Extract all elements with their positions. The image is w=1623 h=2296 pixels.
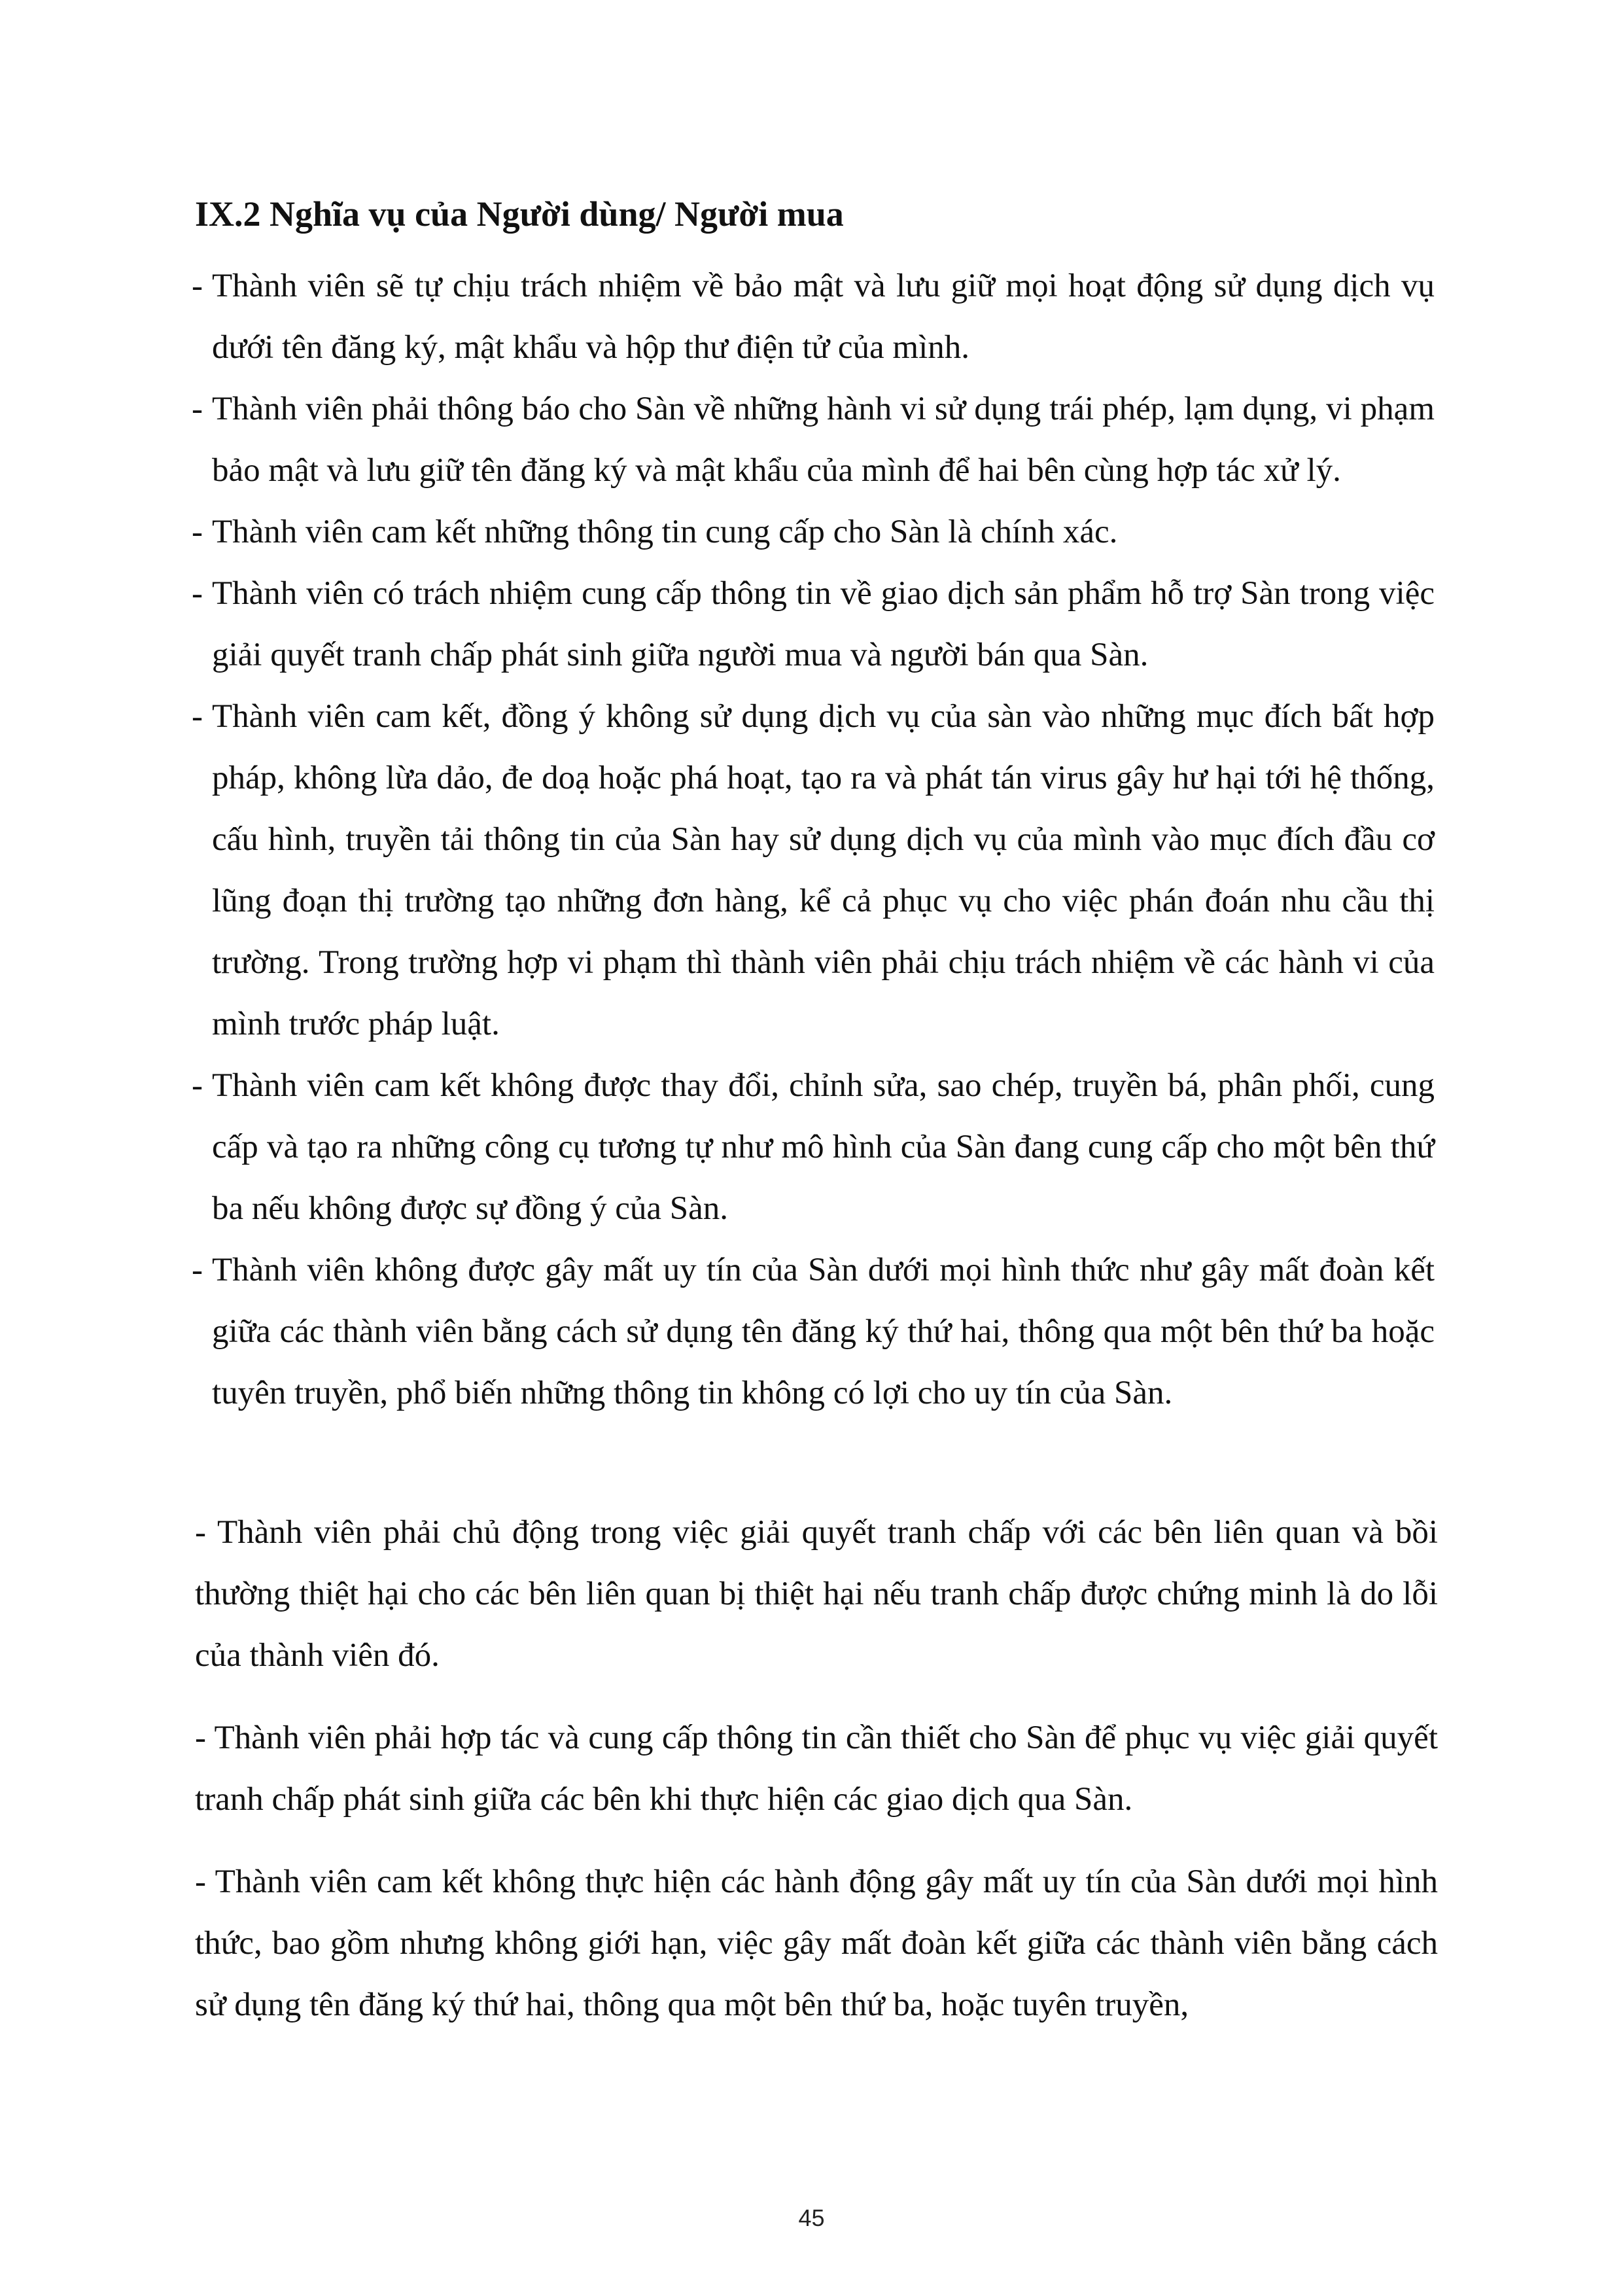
list-item: [192, 563, 1435, 686]
bullet-dash: -: [192, 391, 203, 427]
page-number: 45: [798, 2204, 825, 2231]
bullet-dash: -: [192, 698, 203, 735]
list-item: [192, 378, 1435, 501]
list-item-text: Thành viên cam kết không được thay đổi, chỉnh sửa, sao chép, truyền bá, phân phối, cung cấp và tạo ra những công cụ tương tự như mô hình của Sàn đang cung cấp cho một bên thứ ba nếu không được sự đồng ý của Sàn.: [212, 1067, 1435, 1227]
list-item: [192, 1239, 1435, 1424]
bullet-dash: -: [192, 514, 203, 550]
obligations-list: [192, 255, 1435, 1424]
body-paragraph: - Thành viên cam kết không thực hiện các hành động gây mất uy tín của Sàn dưới mọi hình thức, bao gồm nhưng không giới hạn, việc gây mất đoàn kết giữa các thành viên bằng cách sử dụng tên đăng ký thứ hai, thông qua một bên thứ ba, hoặc tuyên truyền,: [195, 1863, 1438, 2023]
body-paragraphs: [195, 1502, 1438, 2057]
list-item-text: Thành viên phải thông báo cho Sàn về những hành vi sử dụng trái phép, lạm dụng, vi phạm bảo mật và lưu giữ tên đăng ký và mật khẩu của mình để hai bên cùng hợp tác xử lý.: [212, 391, 1435, 489]
list-item-text: Thành viên cam kết, đồng ý không sử dụng dịch vụ của sàn vào những mục đích bất hợp pháp, không lừa dảo, đe doạ hoặc phá hoạt, tạo ra và phát tán virus gây hư hại tới hệ thống, cấu hình, truyền tải thông tin của Sàn hay sử dụng dịch vụ của mình vào mục đích đầu cơ lũng đoạn thị trường tạo những đơn hàng, kể cả phục vụ cho việc phán đoán nhu cầu thị trường. Trong trường hợp vi phạm thì thành viên phải chịu trách nhiệm về các hành vi của mình trước pháp luật.: [212, 698, 1435, 1042]
list-item-text: Thành viên cam kết những thông tin cung cấp cho Sàn là chính xác.: [212, 514, 1118, 550]
bullet-dash: -: [192, 1252, 203, 1288]
list-item: [192, 1055, 1435, 1239]
list-item-text: Thành viên có trách nhiệm cung cấp thông tin về giao dịch sản phẩm hỗ trợ Sàn trong việc giải quyết tranh chấp phát sinh giữa người mua và người bán qua Sàn.: [212, 575, 1435, 673]
list-item: [192, 255, 1435, 378]
list-item: [192, 501, 1435, 563]
body-paragraph: - Thành viên phải chủ động trong việc giải quyết tranh chấp với các bên liên quan và bồi thường thiệt hại cho các bên liên quan bị thiệt hại nếu tranh chấp được chứng minh là do lỗi của thành viên đó.: [195, 1514, 1438, 1674]
bullet-dash: -: [192, 575, 203, 612]
body-paragraph: - Thành viên phải hợp tác và cung cấp thông tin cần thiết cho Sàn để phục vụ việc giải quyết tranh chấp phát sinh giữa các bên khi thực hiện các giao dịch qua Sàn.: [195, 1720, 1438, 1818]
list-item-text: Thành viên sẽ tự chịu trách nhiệm về bảo mật và lưu giữ mọi hoạt động sử dụng dịch vụ dưới tên đăng ký, mật khẩu và hộp thư điện tử của mình.: [212, 268, 1435, 366]
list-item-text: Thành viên không được gây mất uy tín của Sàn dưới mọi hình thức như gây mất đoàn kết giữa các thành viên bằng cách sử dụng tên đăng ký thứ hai, thông qua một bên thứ ba hoặc tuyên truyền, phổ biến những thông tin không có lợi cho uy tín của Sàn.: [212, 1252, 1435, 1411]
bullet-dash: -: [192, 268, 203, 304]
list-item: [192, 686, 1435, 1055]
bullet-dash: -: [192, 1067, 203, 1104]
section-title: IX.2 Nghĩa vụ của Người dùng/ Người mua: [195, 194, 844, 234]
